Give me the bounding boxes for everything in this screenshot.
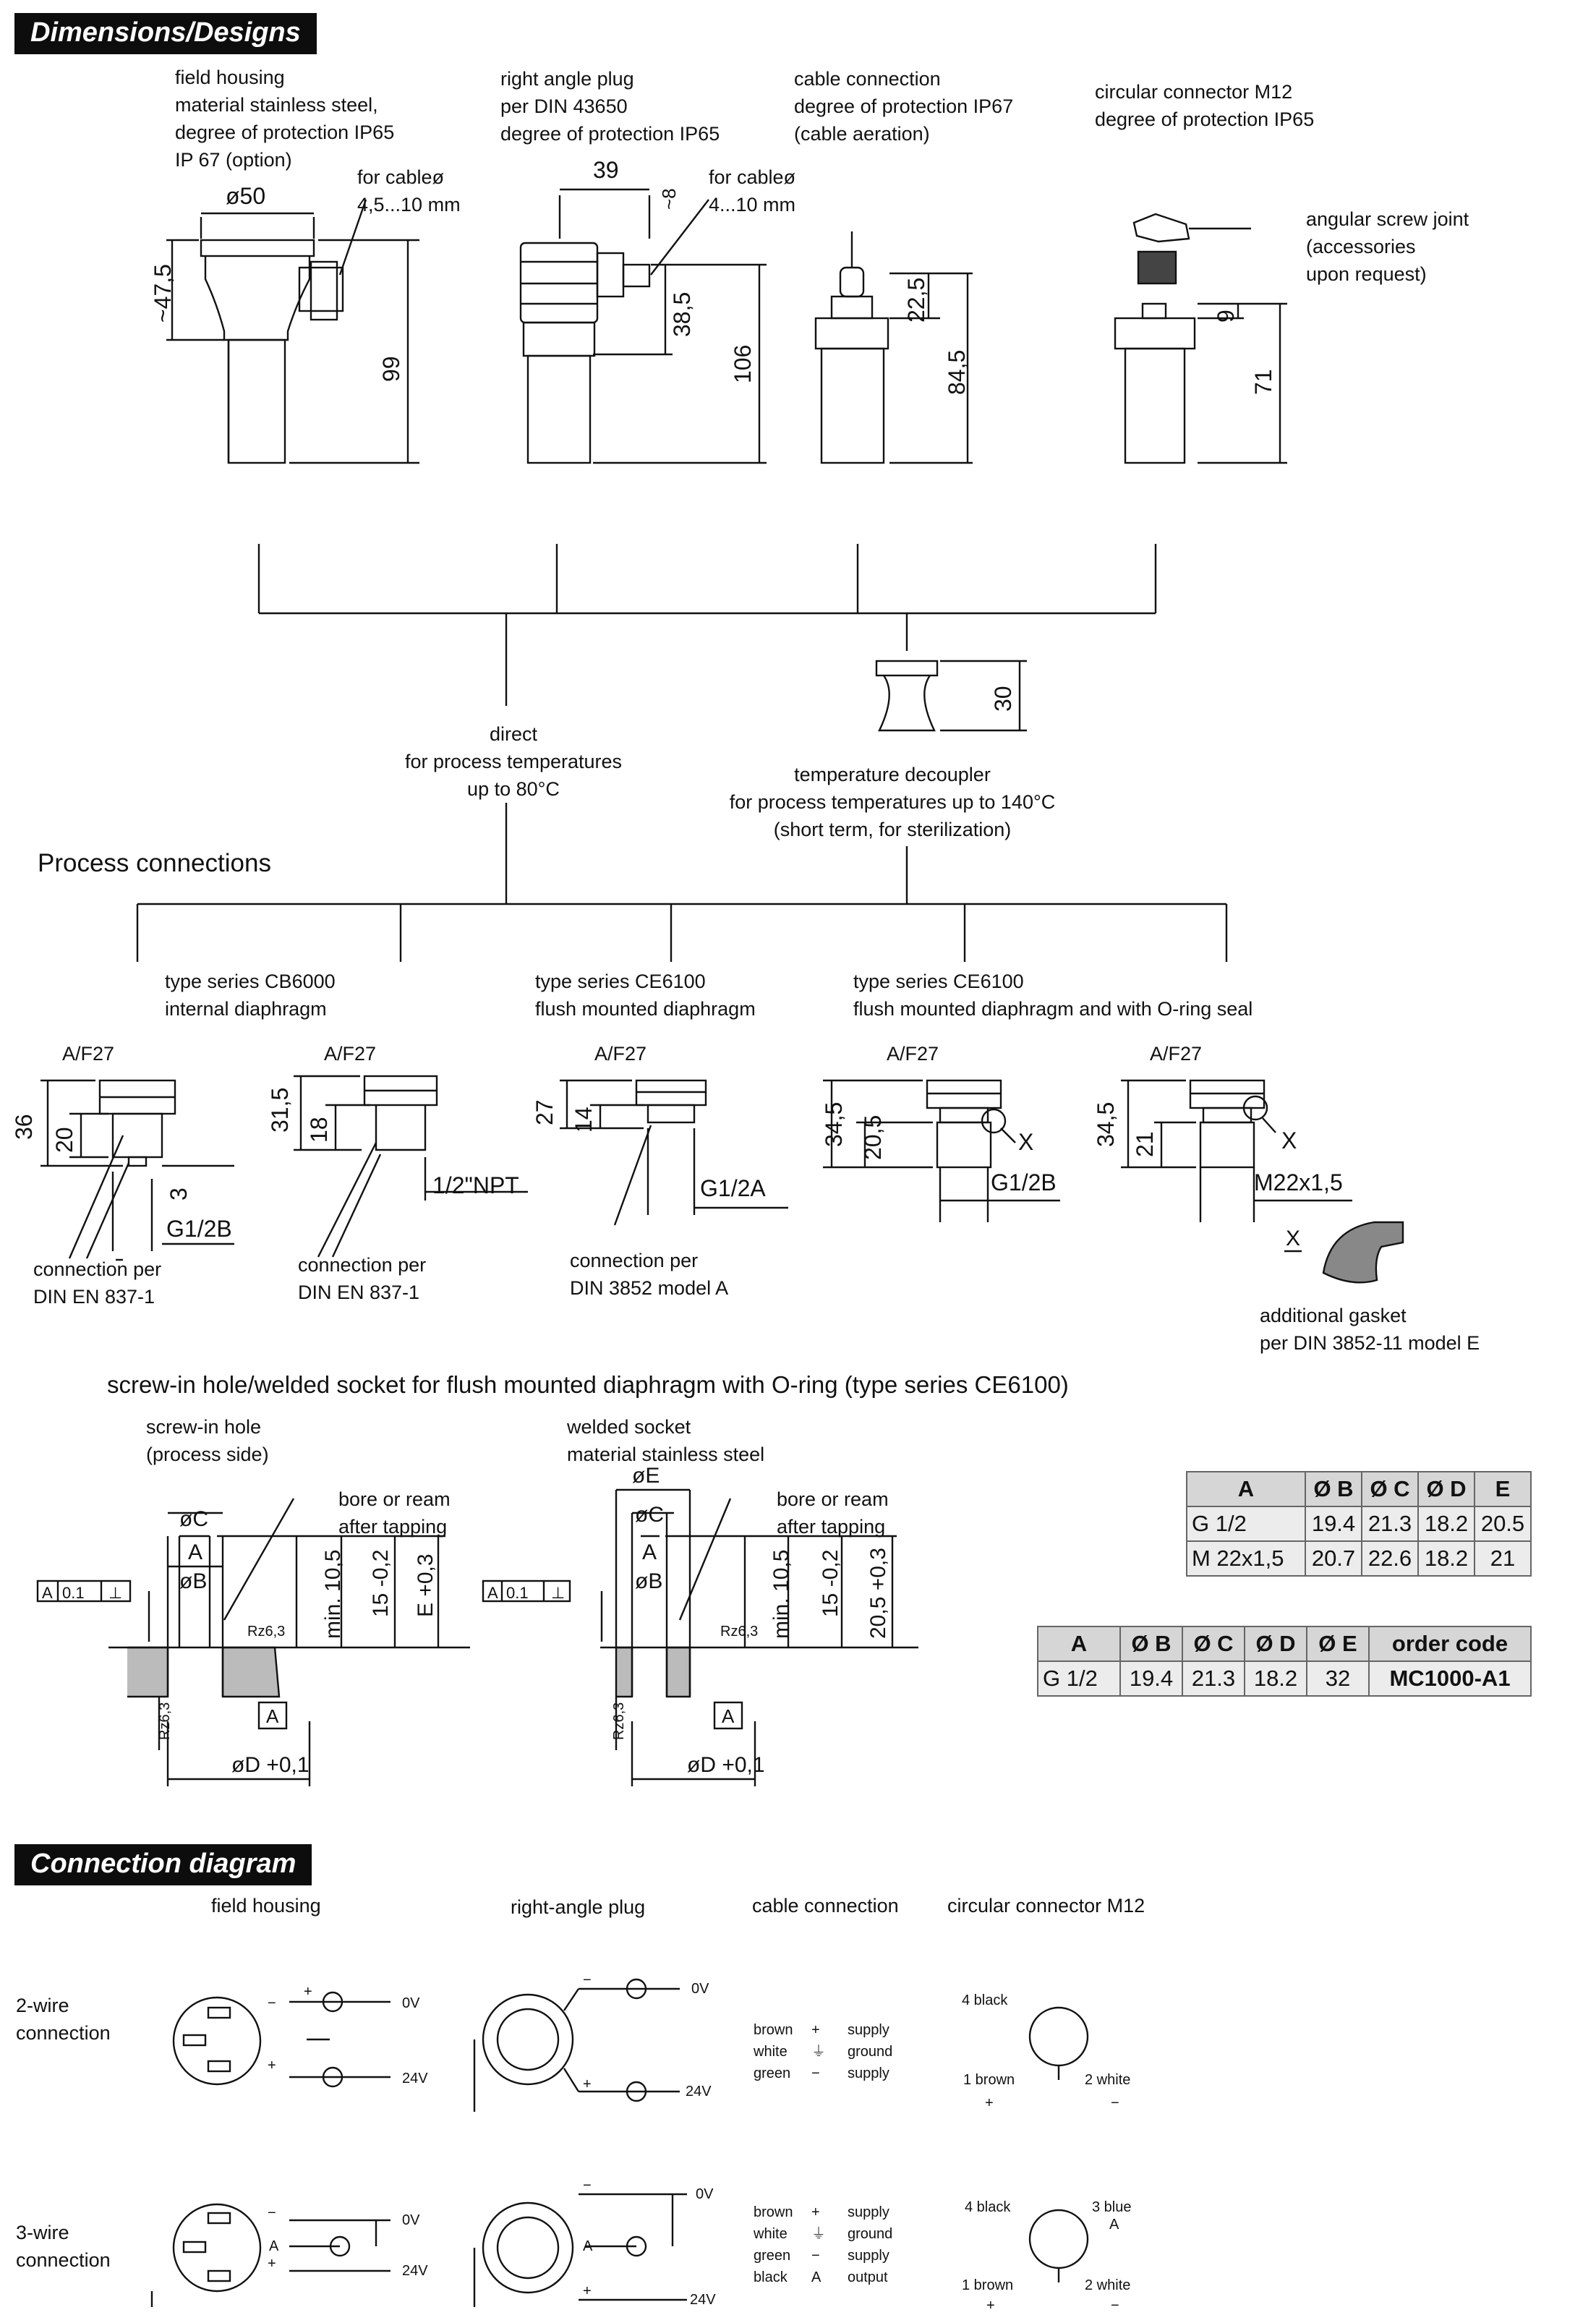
svg-text:3 blue: 3 blue [1092,2199,1132,2215]
caption-bore-1: bore or ream after tapping [338,1488,451,1538]
cable-wires-3: brown + supply white ⏚ ground green − supply black A output [754,2204,893,2285]
svg-text:1 brown: 1 brown [962,2277,1014,2293]
caption-direct: direct for process temperatures up to 80°C [404,723,623,800]
svg-text:−: − [268,1995,276,2011]
svg-text:31,5: 31,5 [267,1087,293,1133]
svg-text:øC: øC [635,1503,664,1527]
svg-text:−: − [1111,2298,1119,2314]
note-din3852: connection per DIN 3852 model A [570,1250,729,1299]
cable-drawing [816,231,973,463]
col-m12: circular connector M12 [947,1895,1145,1917]
svg-text:Rz6,3: Rz6,3 [611,1702,627,1740]
svg-text:−: − [583,2178,592,2194]
svg-text:+: + [583,2076,592,2092]
svg-text:Rz6,3: Rz6,3 [157,1702,173,1740]
note-din837-a: connection per DIN EN 837-1 [33,1258,162,1308]
svg-text:0.1: 0.1 [506,1584,529,1602]
note-din837-b: connection per DIN EN 837-1 [298,1254,427,1303]
dim-h845: 84,5 [944,349,970,395]
order-table: A Ø B Ø C Ø D Ø E order code G 1/2 19.4 21.3 18.2 32 MC1000-A1 [1037,1626,1532,1697]
svg-text:1 brown: 1 brown [963,2072,1015,2088]
svg-text:A: A [642,1540,657,1564]
svg-text:A/F27: A/F27 [62,1043,115,1065]
svg-text:3: 3 [166,1188,192,1201]
m12-3wire [1030,2210,1088,2282]
screwin-hole-drawing [38,1498,470,1786]
svg-text:A: A [42,1584,53,1602]
svg-text:Rz6,3: Rz6,3 [247,1624,286,1640]
caption-field-housing: field housing material stainless steel, degree of protection IP65 IP 67 (option) [175,67,395,171]
caption-welded-socket: welded socket material stainless steel [567,1416,765,1465]
dim-h385: 38,5 [669,291,695,337]
svg-text:⊥: ⊥ [551,1584,566,1602]
caption-cb6000: type series CB6000 internal diaphragm [165,971,336,1020]
dim-h475: ~47,5 [150,264,176,323]
svg-text:A: A [583,2238,593,2254]
svg-text:A: A [266,1705,279,1727]
section-header-connection: Connection diagram [14,1844,312,1885]
svg-text:øE: øE [632,1464,660,1488]
gasket-drawing [1284,1222,1403,1282]
fitting-labels [11,1043,1343,1250]
svg-text:min. 10,5: min. 10,5 [321,1549,345,1639]
caption-cable-connection: cable connection degree of protection IP67 (cable aeration) [794,68,1014,145]
svg-text:−: − [583,1972,592,1988]
table-row: G 1/2 19.4 21.3 18.2 20.5 [1187,1506,1531,1541]
caption-screwin-hole: screw-in hole (process side) [146,1416,269,1465]
svg-text:A/F27: A/F27 [324,1043,377,1065]
welded-socket-drawing [483,1490,918,1786]
caption-plug-cable: for cableø 4...10 mm [709,166,796,216]
dim-w8: ~8 [658,188,680,210]
svg-text:15 -0,2: 15 -0,2 [369,1549,393,1617]
svg-text:Rz6,3: Rz6,3 [720,1624,759,1640]
svg-text:24V: 24V [686,2084,712,2099]
col-field-housing: field housing [211,1895,321,1917]
cable-wires-2: brown + supply white ⏚ ground green − supply [754,2022,893,2081]
svg-text:+: + [583,2283,592,2299]
dim-h9: 9 [1213,310,1239,323]
row-3-wire: 3-wire connection [16,2222,111,2271]
svg-text:34,5: 34,5 [821,1101,847,1147]
caption-ce6100a: type series CE6100 flush mounted diaphragm [535,971,756,1020]
caption-ce6100b: type series CE6100 flush mounted diaphragm and with O-ring seal [853,971,1253,1020]
process-connections-title: Process connections [38,849,271,877]
svg-text:20: 20 [51,1127,77,1153]
dim-h106: 106 [730,344,756,383]
dim-h30: 30 [990,686,1016,712]
svg-text:18: 18 [306,1117,332,1143]
field-housing-2wire [174,1992,391,2086]
svg-text:2 white: 2 white [1085,2277,1131,2293]
svg-text:20,5: 20,5 [860,1114,886,1160]
svg-text:G1/2A: G1/2A [700,1175,766,1201]
svg-text:A: A [1109,2217,1119,2233]
svg-text:min. 10,5: min. 10,5 [769,1549,793,1639]
caption-field-cable: for cableø 4,5...10 mm [357,166,461,216]
svg-text:A/F27: A/F27 [887,1043,939,1065]
svg-text:+: + [985,2095,994,2111]
svg-text:A/F27: A/F27 [594,1043,647,1065]
plug-drawing [521,189,767,463]
m12-2wire [1030,2008,1088,2080]
svg-text:G1/2B: G1/2B [166,1216,232,1242]
m12-drawing [1115,214,1287,463]
svg-text:0V: 0V [696,2186,714,2202]
svg-text:−: − [1111,2095,1119,2111]
table-row: M 22x1,5 20.7 22.6 18.2 21 [1187,1541,1531,1576]
svg-text:+: + [304,1984,312,2000]
plug-2wire [474,1979,680,2112]
svg-text:X: X [1286,1227,1301,1250]
svg-text:21: 21 [1132,1131,1158,1157]
col-right-angle-plug: right-angle plug [511,1896,646,1918]
dim-h99: 99 [378,356,404,382]
svg-text:A: A [487,1584,498,1602]
svg-text:0V: 0V [402,1995,420,2011]
svg-text:15 -0,2: 15 -0,2 [819,1549,842,1617]
svg-text:−: − [268,2205,276,2221]
row-2-wire: 2-wire connection [16,1995,111,2044]
svg-text:øB: øB [179,1569,208,1593]
svg-text:X: X [1018,1129,1034,1155]
svg-text:øB: øB [635,1569,663,1593]
wiring-labels [268,1972,1132,2314]
dim-h71: 71 [1250,369,1276,395]
svg-text:A: A [188,1540,203,1564]
dim-h225: 22,5 [903,277,929,323]
note-gasket: additional gasket per DIN 3852-11 model E [1260,1305,1480,1354]
svg-text:0V: 0V [691,1981,709,1997]
svg-text:34,5: 34,5 [1093,1101,1119,1147]
screwin-labels [42,1464,890,1777]
svg-text:E +0,3: E +0,3 [414,1553,438,1617]
dimension-table: A Ø B Ø C Ø D E G 1/2 19.4 21.3 18.2 20.5 M 22x1,5 20.7 22.6 18.2 21 [1186,1471,1532,1577]
caption-m12: circular connector M12 degree of protection IP65 [1095,81,1315,130]
svg-text:A/F27: A/F27 [1150,1043,1203,1065]
svg-text:øC: øC [179,1507,208,1531]
svg-text:27: 27 [532,1099,558,1125]
section-header-dimensions: Dimensions/Designs [14,13,317,54]
fitting-2 [294,1076,528,1257]
dim-w39: 39 [593,157,619,183]
svg-text:X: X [1281,1127,1297,1154]
svg-text:M22x1,5: M22x1,5 [1254,1169,1343,1195]
svg-text:øD +0,1: øD +0,1 [687,1753,765,1777]
dim-d50: ø50 [226,183,266,209]
svg-text:14: 14 [571,1107,597,1133]
svg-text:24V: 24V [402,2071,428,2086]
table-row: G 1/2 19.4 21.3 18.2 32 MC1000-A1 [1038,1661,1531,1696]
caption-right-angle-plug: right angle plug per DIN 43650 degree of protection IP65 [500,68,720,145]
screwin-title: screw-in hole/welded socket for flush mounted diaphragm with O-ring (type series CE6100) [107,1371,1069,1398]
caption-decoupler: temperature decoupler for process temperatures up to 140°C (short term, for sterilization) [729,764,1056,840]
plug-3wire [474,2194,687,2307]
svg-text:0V: 0V [402,2212,420,2228]
svg-text:4 black: 4 black [965,2199,1011,2215]
svg-text:36: 36 [11,1114,37,1140]
svg-text:+: + [986,2298,995,2314]
tree-lines [137,544,1226,962]
svg-text:20,5 +0,3: 20,5 +0,3 [866,1548,890,1639]
svg-text:24V: 24V [402,2263,428,2279]
svg-text:⊥: ⊥ [108,1584,123,1602]
svg-text:A: A [722,1705,735,1727]
caption-bore-2: bore or ream after tapping [777,1488,889,1538]
col-cable-connection: cable connection [752,1895,899,1917]
caption-screw-joint: angular screw joint (accessories upon request) [1306,208,1469,285]
svg-text:+: + [268,2256,276,2272]
svg-text:0.1: 0.1 [62,1584,85,1602]
field-housing-drawing [166,200,419,463]
svg-text:24V: 24V [690,2292,716,2308]
fitting-3 [560,1080,788,1225]
svg-text:A: A [269,2238,279,2254]
svg-text:4 black: 4 black [962,1992,1008,2008]
svg-text:øD +0,1: øD +0,1 [231,1753,310,1777]
svg-text:1/2"NPT: 1/2"NPT [432,1172,519,1198]
svg-text:G1/2B: G1/2B [991,1169,1057,1195]
svg-text:2 white: 2 white [1085,2072,1131,2088]
svg-text:+: + [268,2058,276,2073]
